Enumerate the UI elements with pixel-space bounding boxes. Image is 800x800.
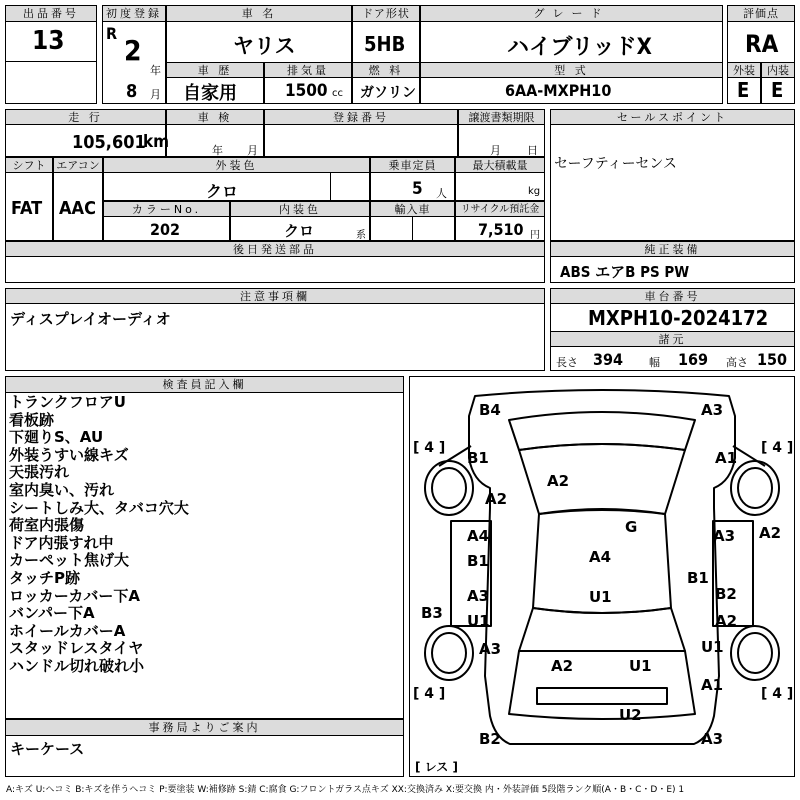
capacity-label: 乗車定員 (370, 157, 455, 173)
mileage: 105,601 (72, 132, 146, 153)
chassis-label: 車台番号 (550, 288, 795, 304)
height-value: 150 (757, 350, 788, 369)
model-label: 型 式 (420, 62, 723, 78)
import-divider (412, 216, 413, 241)
transfer-label: 譲渡書類期限 (458, 109, 545, 125)
model: 6AA-MXPH10 (505, 81, 612, 100)
fuel-label: 燃 料 (352, 62, 420, 78)
ext-grade: E (737, 78, 750, 102)
spec-label: 諸元 (550, 331, 795, 347)
recycle-label: リサイクル預託金 (455, 201, 545, 217)
legend-footer: A:キズ U:ヘコミ B:キズを伴うヘコミ P:要塗装 W:補修跡 S:錆 C:腐食 G:フロントガラス点キズ XX:交換済み X:要交換 内・外装評価 5段階ランク順(A・B・C・D・E) 1 (6, 785, 685, 795)
equipment-label: 純正装備 (550, 241, 795, 257)
sales-point-text: セーフティーセンス (554, 156, 677, 172)
damage-mark: A2 (485, 490, 508, 508)
year-unit: 年 (150, 64, 161, 77)
damage-mark: B2 (479, 730, 501, 748)
ext-grade-label: 外装 (727, 62, 761, 78)
office-label: 事務局よりご案内 (5, 719, 404, 736)
inspector-note-line: 外装うすい線キズ (9, 445, 129, 464)
grade: ハイブリッドX (507, 35, 652, 60)
inspector-note-line: トランクフロアU (9, 393, 126, 411)
damage-mark: A1 (701, 676, 724, 694)
inspector-note-line: 看板跡 (9, 410, 55, 429)
max-load-label: 最大積載量 (455, 157, 545, 173)
inspection-month-unit: 月 (247, 144, 258, 157)
transfer-month-unit: 月 (490, 144, 501, 157)
sales-point-cell (550, 109, 795, 241)
sales-point-label: セールスポイント (550, 109, 795, 125)
later-parts-label: 後日発送部品 (5, 241, 545, 257)
ac-label: エアコン (53, 157, 103, 173)
damage-mark: U1 (589, 588, 612, 606)
inspection-label: 車 検 (166, 109, 264, 125)
lot-number-label: 出品番号 (5, 5, 97, 22)
damage-mark: B4 (479, 401, 501, 419)
transfer-day-unit: 日 (527, 144, 538, 157)
car-name: ヤリス (233, 34, 296, 58)
displacement-label: 排気量 (264, 62, 352, 78)
damage-mark: A4 (589, 548, 612, 566)
displacement-unit: cc (332, 88, 343, 99)
fuel: ガソリン (360, 85, 416, 101)
tire-tread-mark: [ 4 ] (413, 440, 446, 456)
office-text: キーケース (10, 740, 85, 758)
length-label: 長さ (556, 356, 578, 369)
month-unit: 月 (150, 88, 161, 101)
length-value: 394 (593, 350, 624, 369)
inspector-note-line: ドア内張すれ中 (9, 533, 114, 552)
int-grade: E (771, 78, 784, 102)
inspector-label: 検査員記入欄 (5, 376, 404, 393)
interior-color-label: 内装色 (230, 201, 370, 217)
damage-mark: A2 (551, 657, 574, 675)
first-reg-label: 初度登録 (102, 5, 166, 22)
damage-mark: B3 (421, 604, 443, 622)
capacity-unit: 人 (436, 187, 447, 200)
damage-mark: B2 (715, 585, 737, 603)
car-damage-diagram (409, 376, 795, 777)
import-label: 輸入車 (370, 201, 455, 217)
reg-number-label: 登録番号 (264, 109, 458, 125)
inspection-year-unit: 年 (212, 144, 223, 157)
equipment-text: ABS エアB PS PW (560, 263, 690, 281)
mileage-unit: km (143, 132, 170, 152)
history: 自家用 (183, 83, 237, 104)
damage-mark: A1 (715, 449, 738, 467)
notes-text: ディスプレイオーディオ (10, 310, 171, 328)
damage-mark: B1 (687, 569, 709, 587)
damage-mark: B1 (467, 449, 489, 467)
damage-mark: U1 (701, 638, 724, 656)
capacity: 5 (412, 179, 423, 199)
damage-mark: A2 (547, 472, 570, 490)
first-reg-year: 2 (124, 34, 142, 67)
inspector-note-line: シートしみ大、タバコ穴大 (9, 498, 189, 517)
inspector-note-line: 天張汚れ (9, 463, 70, 482)
inspector-note-line: カーペット焦げ大 (9, 551, 130, 570)
damage-mark: A4 (467, 527, 490, 545)
damage-mark: A3 (479, 640, 502, 658)
inspector-notes-list (9, 394, 399, 676)
width-value: 169 (678, 350, 709, 369)
tire-tread-mark: [ 4 ] (761, 686, 794, 702)
door-type: 5HB (364, 32, 406, 56)
mileage-label: 走 行 (5, 109, 166, 125)
inspector-note-line: 荷室内張傷 (9, 516, 85, 535)
recycle-fee: 7,510 (478, 220, 524, 239)
exterior-color-divider (330, 172, 331, 201)
damage-mark: U1 (467, 612, 490, 630)
history-label: 車 歴 (166, 62, 264, 78)
first-reg-month: 8 (126, 81, 138, 102)
inspector-note-line: ハンドル切れ破れ小 (9, 656, 145, 675)
interior-color-unit: 系 (356, 230, 366, 241)
tire-tread-mark: [ 4 ] (413, 686, 446, 702)
width-label: 幅 (649, 356, 660, 369)
damage-mark: A3 (713, 527, 736, 545)
grade-label: グレード (420, 5, 723, 22)
exterior-color: クロ (206, 182, 239, 201)
score-label: 評価点 (727, 5, 795, 22)
color-no-label: カラーNo. (103, 201, 230, 217)
inspector-note-line: ホイールカバーA (9, 621, 126, 640)
inspector-note-line: タッチP跡 (9, 568, 80, 587)
inspector-note-line: バンパー下A (9, 604, 95, 623)
interior-color: クロ (284, 222, 315, 240)
damage-mark: U2 (619, 706, 642, 724)
inspector-note-line: ロッカーカバー下A (9, 586, 141, 605)
damage-mark: A2 (715, 612, 738, 630)
damage-mark: A3 (467, 587, 490, 605)
height-label: 高さ (726, 356, 748, 369)
exterior-color-label: 外装色 (103, 157, 370, 173)
inspector-note-line: スタッドレスタイヤ (9, 639, 144, 658)
tire-tread-mark: [ 4 ] (761, 440, 794, 456)
door-label: ドア形状 (352, 5, 420, 22)
damage-mark: A2 (759, 524, 782, 542)
damage-mark: U1 (629, 657, 652, 675)
int-grade-label: 内装 (761, 62, 795, 78)
damage-mark: A3 (701, 730, 724, 748)
car-name-label: 車 名 (166, 5, 352, 22)
damage-mark: B1 (467, 552, 489, 570)
damage-mark: A3 (701, 401, 724, 419)
lot-number: 13 (32, 26, 65, 56)
recycle-unit: 円 (530, 230, 540, 241)
score: RA (745, 30, 779, 58)
inspector-note-line: 下廻りS、AU (9, 428, 104, 447)
shift: FAT (11, 198, 43, 219)
inspector-note-line: 室内臭い、汚れ (9, 480, 115, 499)
era: R (106, 24, 118, 43)
shift-label: シフト (5, 157, 53, 173)
ac: AAC (59, 198, 96, 219)
displacement: 1500 (285, 81, 328, 101)
lot-blank-cell (5, 61, 97, 104)
damage-mark: G (625, 518, 638, 536)
max-load-unit: kg (528, 186, 541, 197)
color-no: 202 (150, 220, 181, 239)
notes-label: 注意事項欄 (5, 288, 545, 304)
chassis-number: MXPH10-2024172 (588, 306, 769, 330)
spare-tire-mark: [ レス ] (415, 760, 458, 774)
